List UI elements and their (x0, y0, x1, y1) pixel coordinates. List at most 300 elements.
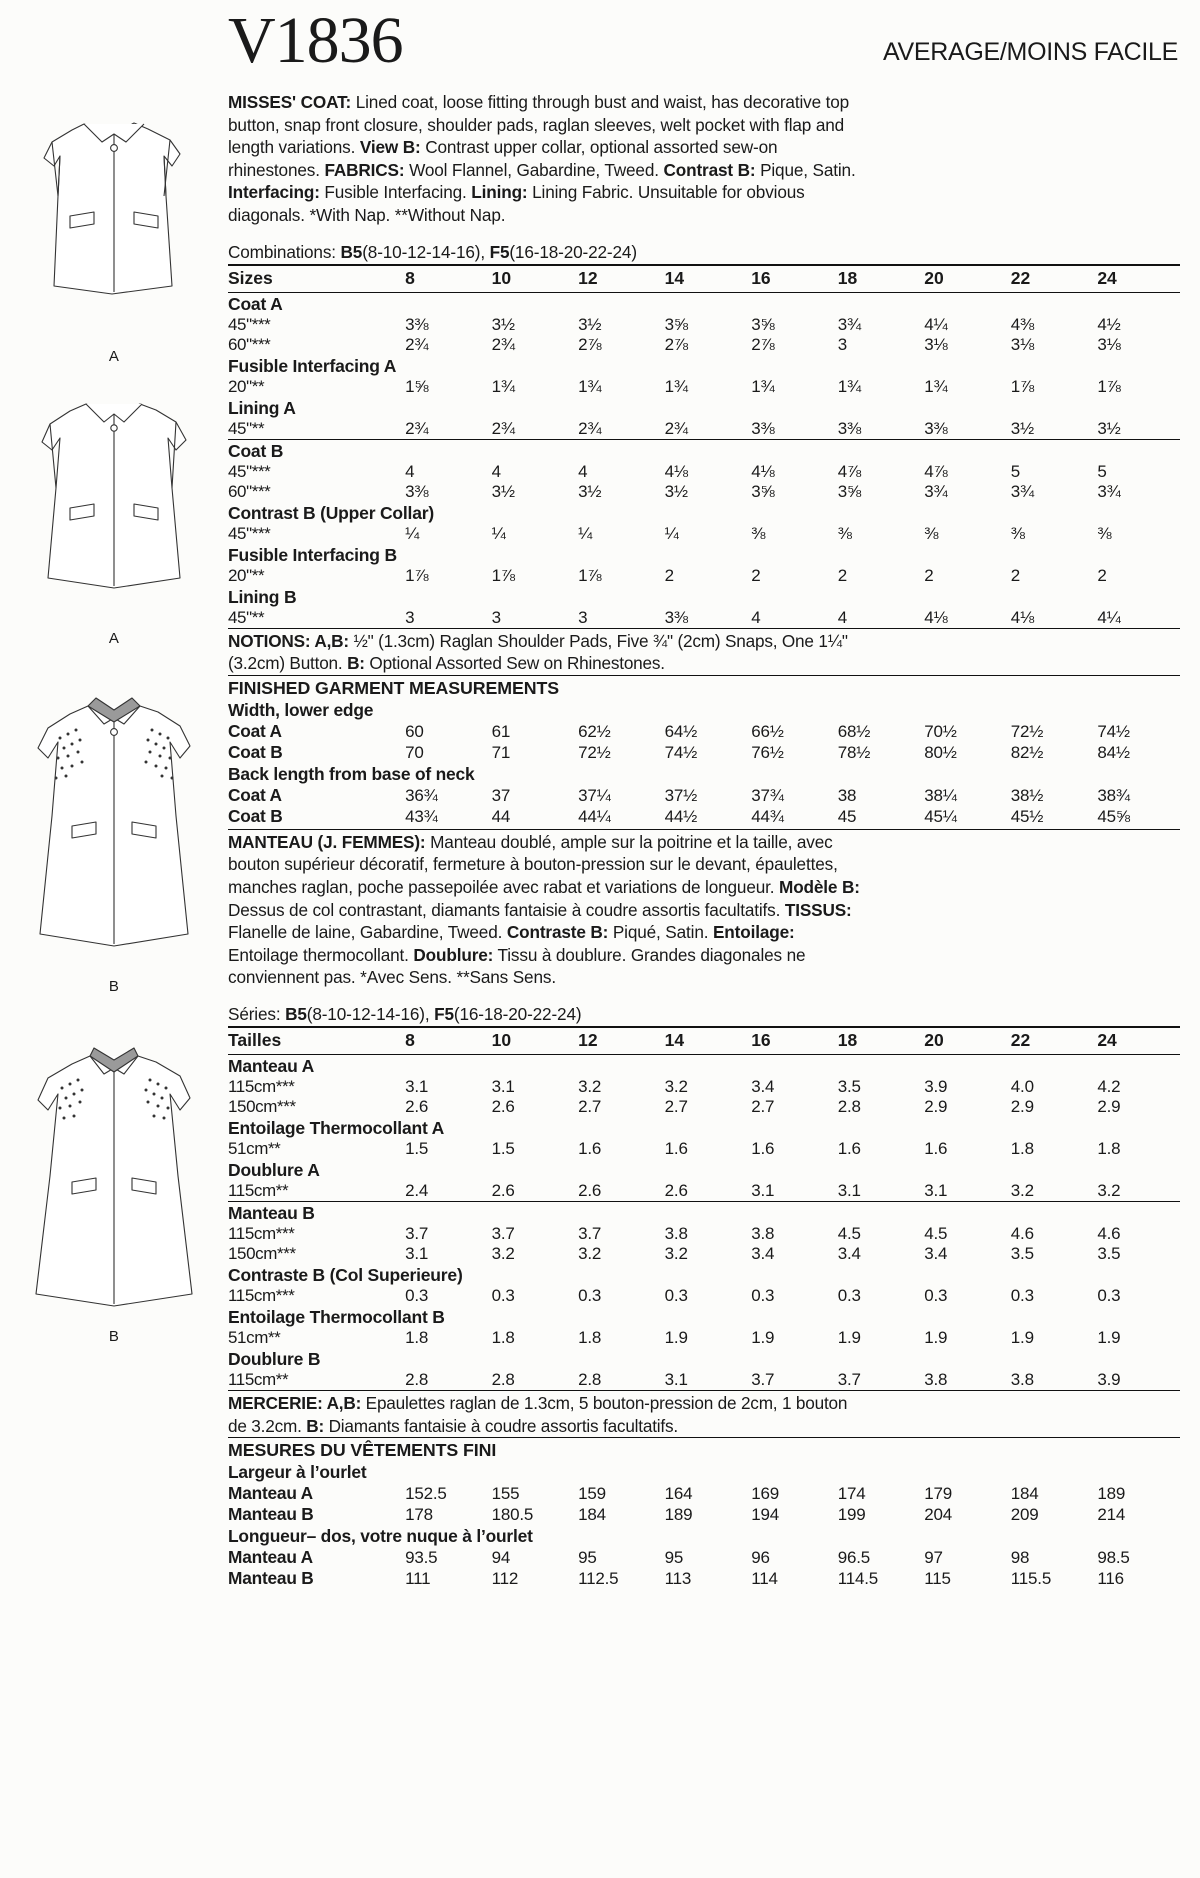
description-line: NOTIONS: A,B: ½" (1.3cm) Raglan Shoulder Pads, Five ¾" (2cm) Snaps, One 1¼" (228, 630, 848, 651)
table-row (228, 524, 1180, 544)
yardage-value: 1⅞ (1010, 376, 1035, 396)
yardage-value: 3.9 (1093, 1370, 1180, 1391)
yardage-value: ¼ (405, 523, 420, 543)
fabric-group-label: Lining A (228, 397, 296, 418)
fabric-width-label: 150cm*** (228, 1243, 296, 1263)
measurement-value: 97 (924, 1548, 943, 1568)
fabric-group-row (228, 1054, 1180, 1077)
yardage-value: 3¾ (1010, 481, 1035, 501)
measurement-value: 98 (1010, 1548, 1030, 1568)
measurement-value: 152.5 (405, 1484, 447, 1504)
combination-code: F5 (489, 241, 510, 262)
combination-code: B5 (340, 241, 363, 262)
measurement-value: 37 (491, 785, 511, 805)
yardage-value: 1.9 (924, 1327, 948, 1347)
yardage-value: 1.6 (664, 1138, 688, 1158)
measurement-value: 169 (751, 1484, 779, 1504)
table-row (228, 566, 1180, 586)
fabric-width-label: 45"*** (228, 314, 271, 334)
measurement-row-label: Manteau B (228, 1504, 314, 1525)
measurement-section-label: Back length from base of neck (228, 763, 475, 784)
size-column-header: 18 (834, 1027, 921, 1055)
table-row (228, 1328, 1180, 1348)
measurement-value: 68½ (837, 721, 871, 741)
yardage-value: 1¾ (837, 376, 861, 396)
table-row (228, 1286, 1180, 1306)
measurement-section-row (228, 763, 1180, 785)
fabric-width-label: 115cm** (228, 1181, 401, 1202)
description-line: manches raglan, poche passepoilée avec rabat et variations de longueur. Modèle B: (228, 876, 860, 897)
measurement-value: 38½ (1010, 785, 1044, 805)
measurement-section-label: Largeur à l’ourlet (228, 1462, 367, 1483)
yardage-value: 2⅞ (578, 334, 602, 354)
measurement-value: 116 (1097, 1569, 1124, 1589)
yardage-value: 4⅛ (664, 461, 688, 481)
measurement-row-label: Manteau B (228, 1568, 314, 1589)
yardage-value: 1.6 (578, 1138, 602, 1158)
description-line: Dessus de col contrastant, diamants fantaisie à coudre assortis facultatifs. TISSUS: (228, 899, 852, 920)
measurement-value: 113 (664, 1569, 692, 1589)
fabric-group-label: Fusible Interfacing A (228, 355, 397, 376)
fabric-group-label: Manteau A (228, 1055, 315, 1076)
yardage-value: 3.2 (1007, 1181, 1094, 1202)
measurement-value: 94 (491, 1548, 511, 1568)
yardage-value: 1.9 (837, 1327, 861, 1347)
fabric-width-label: 51cm** (228, 1138, 281, 1158)
fabric-width-label: 20"** (228, 565, 265, 585)
yardage-value: 2.8 (401, 1370, 488, 1391)
description-line: MANTEAU (J. FEMMES): Manteau doublé, ample sur la poitrine et la taille, avec (228, 831, 833, 852)
measurement-value: 64½ (664, 721, 698, 741)
measurement-value: 179 (924, 1484, 953, 1504)
table-row (228, 315, 1180, 335)
measurement-value: 45⅝ (1097, 806, 1130, 826)
measurement-value: 43¾ (405, 806, 438, 826)
description-line: button, snap front closure, shoulder pads, raglan sleeves, welt pocket with flap and (228, 114, 845, 135)
yardage-value: 3.1 (920, 1181, 1007, 1202)
measurement-value: 45½ (1010, 806, 1044, 826)
yardage-value: 3⅛ (1097, 334, 1121, 354)
french-finished-title: MESURES DU VÊTEMENTS FINI (228, 1440, 497, 1461)
yardage-value: 5 (1010, 461, 1021, 481)
yardage-value: 1.9 (1010, 1327, 1034, 1347)
yardage-value: 3¾ (924, 481, 948, 501)
description-line: MERCERIE: A,B: Epaulettes raglan de 1.3cm, 5 bouton-pression de 2cm, 1 bouton (228, 1392, 848, 1413)
yardage-value: 1.9 (664, 1327, 688, 1347)
fabric-group-row (228, 397, 1180, 419)
yardage-value: 1¾ (491, 376, 515, 396)
fabric-group-row (228, 1201, 1180, 1224)
size-column-header: 22 (1007, 265, 1094, 293)
yardage-value: 3.2 (664, 1243, 688, 1263)
measurement-value: 37¼ (578, 785, 611, 805)
size-column-header: 10 (488, 265, 575, 293)
combination-code: B5 (285, 1003, 307, 1024)
yardage-value: 3 (837, 334, 847, 354)
fabric-width-label: 115cm*** (228, 1223, 295, 1243)
measurement-value: 71 (491, 742, 511, 762)
yardage-value: 3½ (578, 481, 602, 501)
yardage-value: 3.8 (1007, 1370, 1094, 1391)
description-line: Entoilage thermocollant. Doublure: Tissu à doublure. Grandes diagonales ne (228, 944, 806, 965)
header (0, 0, 1200, 86)
size-column-header: 12 (574, 1027, 661, 1055)
table-row (228, 1181, 1180, 1202)
fabric-group-label: Contrast B (Upper Collar) (228, 502, 434, 523)
yardage-value: 4½ (1097, 314, 1121, 334)
measurement-value: 82½ (1010, 742, 1044, 762)
yardage-value: 0.3 (491, 1285, 515, 1305)
yardage-value: 2¾ (405, 334, 429, 354)
measurement-row-label: Coat B (228, 741, 283, 762)
yardage-value: 3⅜ (747, 419, 834, 440)
table-row (228, 742, 1180, 763)
yardage-value: 3.2 (1093, 1181, 1180, 1202)
fabric-group-label: Entoilage Thermocollant A (228, 1117, 445, 1138)
description-line: Interfacing: Fusible Interfacing. Lining: Lining Fabric. Unsuitable for obvious (228, 182, 805, 203)
yardage-value: 0.3 (664, 1285, 688, 1305)
measurement-value: 70 (405, 742, 424, 762)
table-row (228, 419, 1180, 440)
combination-code: F5 (434, 1003, 454, 1024)
yardage-value: 1.5 (491, 1138, 515, 1158)
size-column-header: 24 (1093, 265, 1180, 293)
yardage-value: 2.8 (837, 1096, 861, 1116)
yardage-value: 2¾ (491, 334, 515, 354)
measurement-value: 98.5 (1097, 1548, 1130, 1568)
measurement-value: 96.5 (837, 1548, 871, 1568)
yardage-value: 2⅞ (664, 334, 688, 354)
measurement-section-label: Width, lower edge (228, 699, 374, 720)
size-column-header: 20 (920, 1027, 1007, 1055)
fabric-width-label: 150cm*** (228, 1096, 296, 1116)
yardage-value: 3.4 (751, 1076, 775, 1096)
fabric-group-label: Lining B (228, 586, 297, 607)
measurement-value: 194 (751, 1505, 779, 1525)
yardage-value: 5 (1097, 461, 1107, 481)
yardage-value: ⅜ (1097, 523, 1112, 543)
yardage-value: 1⅞ (1097, 376, 1121, 396)
measurement-value: 44¾ (751, 806, 784, 826)
measurement-section-row (228, 699, 1180, 721)
size-column-header: 8 (401, 265, 488, 293)
measurement-value: 115.5 (1010, 1569, 1052, 1589)
yardage-value: 3.2 (664, 1076, 688, 1096)
sizes-header: Sizes (228, 265, 401, 293)
yardage-value: 3.7 (578, 1223, 602, 1243)
description-line: length variations. View B: Contrast upper collar, optional assorted sew-on (228, 137, 778, 158)
table-row (228, 1097, 1180, 1117)
sizes-header: Tailles (228, 1027, 401, 1055)
yardage-value: 3.1 (405, 1076, 429, 1096)
fabric-group-label: Entoilage Thermocollant B (228, 1306, 445, 1327)
yardage-value: 1.5 (405, 1138, 429, 1158)
yardage-value: 3⅜ (920, 419, 1007, 440)
yardage-value: 3.4 (751, 1243, 775, 1263)
fabric-group-row (228, 1348, 1180, 1370)
table-row (228, 806, 1180, 827)
measurement-value: 78½ (837, 742, 871, 762)
measurement-value: 74½ (1097, 721, 1130, 741)
french-description (228, 832, 1180, 988)
measurement-value: 174 (837, 1484, 866, 1504)
fabric-width-label: 45"*** (228, 523, 271, 543)
fabric-group-label: Fusible Interfacing B (228, 544, 397, 565)
difficulty-label: AVERAGE/MOINS FACILE (882, 38, 1178, 66)
yardage-value: 3.8 (751, 1223, 775, 1243)
measurement-value: 37½ (664, 785, 698, 805)
illustration-view-a-2 (6, 378, 222, 647)
yardage-value: ¼ (491, 523, 506, 543)
yardage-value: 3½ (1093, 419, 1180, 440)
yardage-value: 1.9 (1097, 1327, 1121, 1347)
view-label-b-2: B (108, 1328, 120, 1345)
yardage-value: 2 (837, 565, 847, 585)
fabric-width-label: 51cm** (228, 1327, 281, 1347)
coat-a-back-sketch (14, 378, 214, 628)
fabric-group-row (228, 1159, 1180, 1181)
yardage-value: 3⅝ (751, 481, 775, 501)
fabric-width-label: 115cm*** (228, 1285, 295, 1305)
measurement-value: 189 (1097, 1484, 1126, 1504)
table-row (228, 721, 1180, 742)
fabric-group-row (228, 544, 1180, 566)
size-column-header: 24 (1093, 1027, 1180, 1055)
yardage-value: 0.3 (1010, 1285, 1034, 1305)
measurement-value: 95 (664, 1548, 684, 1568)
table-row (228, 1504, 1180, 1525)
illustration-view-b-2 (6, 1026, 222, 1345)
yardage-value: 0.3 (1097, 1285, 1121, 1305)
measurement-value: 184 (578, 1505, 606, 1525)
yardage-value: 1¾ (578, 376, 602, 396)
size-column-header: 20 (920, 265, 1007, 293)
table-row (228, 335, 1180, 355)
measurement-value: 155 (491, 1484, 520, 1504)
table-header-row (228, 265, 1180, 293)
notions-block (228, 631, 1180, 674)
coat-b-front-sketch (14, 676, 214, 976)
yardage-value: 4.6 (1097, 1223, 1121, 1243)
illustration-column (0, 78, 228, 1878)
fabric-width-label: 20"** (228, 376, 265, 396)
yardage-value: ¼ (578, 523, 593, 543)
size-column-header: 10 (488, 1027, 575, 1055)
yardage-value: 1.8 (578, 1327, 602, 1347)
fabric-group-row (228, 586, 1180, 608)
measurement-value: 72½ (578, 742, 611, 762)
measurement-value: 184 (1010, 1484, 1039, 1504)
yardage-value: 3½ (578, 314, 602, 334)
yardage-value: 3.5 (1097, 1243, 1121, 1263)
measurement-value: 45¼ (924, 806, 957, 826)
measurement-value: 114.5 (837, 1569, 879, 1589)
view-label-a-2: A (108, 630, 120, 647)
yardage-value: 1.8 (1097, 1138, 1121, 1158)
yardage-value: 1.8 (491, 1327, 515, 1347)
yardage-value: 1.9 (751, 1327, 775, 1347)
yardage-value: 1.6 (924, 1138, 948, 1158)
measurement-value: 111 (405, 1569, 431, 1589)
yardage-value: 3⅛ (1010, 334, 1035, 354)
measurement-value: 180.5 (491, 1505, 534, 1525)
yardage-value: 1⅞ (405, 565, 429, 585)
measurement-value: 159 (578, 1484, 606, 1504)
yardage-value: 2¾ (574, 419, 661, 440)
yardage-value: 3.8 (920, 1370, 1007, 1391)
yardage-value: 4⅛ (920, 608, 1007, 629)
table-row (228, 1077, 1180, 1097)
measurement-value: 38¼ (924, 785, 957, 805)
measurement-value: 76½ (751, 742, 784, 762)
yardage-value: 1.6 (837, 1138, 861, 1158)
measurement-value: 115 (924, 1569, 951, 1589)
yardage-value: 2 (664, 565, 674, 585)
yardage-value: 3.7 (405, 1223, 429, 1243)
size-column-header: 16 (747, 1027, 834, 1055)
table-row (228, 1568, 1180, 1589)
yardage-value: 3.8 (664, 1223, 688, 1243)
fabric-group-row (228, 1117, 1180, 1139)
measurement-row-label: Manteau A (228, 1483, 313, 1504)
table-row (228, 1547, 1180, 1568)
measurement-value: 93.5 (405, 1548, 438, 1568)
yardage-value: 1¾ (664, 376, 688, 396)
table-row (228, 1139, 1180, 1159)
yardage-value: 4¼ (924, 314, 948, 334)
measurement-row-label: Coat B (228, 805, 283, 826)
yardage-value: 4 (834, 608, 921, 629)
yardage-value: 0.3 (578, 1285, 602, 1305)
yardage-value: 3⅜ (405, 314, 429, 334)
yardage-value: 1⅝ (405, 376, 429, 396)
yardage-value: 3 (574, 608, 661, 629)
yardage-value: 4 (405, 461, 415, 481)
table-row (228, 1483, 1180, 1504)
size-column-header: 14 (661, 1027, 748, 1055)
fabric-width-label: 115cm*** (228, 1076, 295, 1096)
yardage-value: 2¾ (401, 419, 488, 440)
yardage-value: 2.6 (574, 1181, 661, 1202)
yardage-value: 3½ (664, 481, 688, 501)
yardage-value: 1.8 (405, 1327, 429, 1347)
english-yardage-table (228, 264, 1180, 629)
yardage-value: 3⅜ (661, 608, 748, 629)
view-label-b-1: B (108, 978, 120, 995)
fabric-group-row (228, 1264, 1180, 1286)
yardage-value: 2 (1097, 565, 1107, 585)
measurement-row-label: Coat A (228, 784, 282, 805)
finished-measurements-title: FINISHED GARMENT MEASUREMENTS (228, 677, 560, 698)
table-row (228, 608, 1180, 629)
fabric-width-label: 60"*** (228, 481, 271, 501)
yardage-value: 3.2 (578, 1243, 602, 1263)
description-line: bouton supérieur décoratif, fermeture à bouton-pression sur le devant, épaulettes, (228, 854, 838, 875)
yardage-value: 1¾ (751, 376, 775, 396)
yardage-value: 0.3 (837, 1285, 861, 1305)
yardage-value: 4⅜ (1010, 314, 1035, 334)
yardage-value: 4.6 (1010, 1223, 1034, 1243)
measurement-value: 44½ (664, 806, 698, 826)
illustration-view-b-1 (6, 676, 222, 995)
yardage-value: 2¾ (661, 419, 748, 440)
measurement-value: 60 (405, 721, 424, 741)
yardage-value: 3.9 (924, 1076, 948, 1096)
measurement-value: 214 (1097, 1505, 1126, 1525)
yardage-value: 0.3 (924, 1285, 948, 1305)
fabric-width-label: 45"*** (228, 461, 271, 481)
yardage-value: 4⅛ (751, 461, 775, 481)
measurement-value: 44¼ (578, 806, 611, 826)
yardage-value: 2.9 (1097, 1096, 1121, 1116)
description-line: MISSES' COAT: Lined coat, loose fitting through bust and waist, has decorative top (228, 92, 850, 112)
measurement-value: 95 (578, 1548, 597, 1568)
yardage-value: 3½ (1007, 419, 1094, 440)
yardage-value: 4⅞ (924, 461, 948, 481)
fabric-width-label: 45"** (228, 608, 401, 629)
size-column-header: 12 (574, 265, 661, 293)
yardage-value: ⅜ (751, 523, 766, 543)
measurement-value: 74½ (664, 742, 698, 762)
size-column-header: 18 (834, 265, 921, 293)
measurement-row-label: Coat A (228, 720, 282, 741)
fabric-group-label: Doublure B (228, 1348, 321, 1369)
yardage-value: 3.1 (491, 1076, 515, 1096)
yardage-value: 2.9 (924, 1096, 948, 1116)
yardage-value: 3 (401, 608, 488, 629)
yardage-value: 4.5 (924, 1223, 948, 1243)
pattern-number: V1836 (228, 4, 403, 77)
size-column-header: 8 (401, 1027, 488, 1055)
yardage-value: 3 (488, 608, 575, 629)
yardage-value: 2.9 (1010, 1096, 1034, 1116)
view-label-a-1: A (108, 348, 120, 365)
yardage-value: 2.7 (751, 1096, 775, 1116)
yardage-value: 3⅝ (837, 481, 861, 501)
yardage-value: 0.3 (405, 1285, 429, 1305)
yardage-value: ¼ (664, 523, 679, 543)
yardage-value: 3⅜ (834, 419, 921, 440)
yardage-value: 1⅞ (491, 565, 515, 585)
yardage-value: 3¾ (1097, 481, 1121, 501)
table-row (228, 462, 1180, 482)
yardage-value: 3⅝ (751, 314, 775, 334)
yardage-value: 4.5 (837, 1223, 861, 1243)
yardage-value: 3.5 (1010, 1243, 1034, 1263)
measurement-value: 114 (751, 1569, 778, 1589)
yardage-value: 4.2 (1097, 1076, 1121, 1096)
yardage-value: 2 (924, 565, 934, 585)
table-row (228, 1224, 1180, 1244)
measurement-section-row (228, 1461, 1180, 1483)
yardage-value: 0.3 (751, 1285, 775, 1305)
measurement-value: 178 (405, 1505, 433, 1525)
coat-b-back-sketch (14, 1026, 214, 1326)
yardage-value: 2.6 (661, 1181, 748, 1202)
measurement-value: 209 (1010, 1505, 1039, 1525)
yardage-value: 3.1 (405, 1243, 429, 1263)
yardage-value: 3.7 (834, 1370, 921, 1391)
yardage-value: 3.4 (837, 1243, 861, 1263)
measurement-value: 84½ (1097, 742, 1130, 762)
yardage-value: 3⅛ (924, 334, 948, 354)
fabric-group-label: Doublure A (228, 1159, 320, 1180)
series-line: Séries: B5(8-10-12-14-16), F5(16-18-20-22-24) (228, 1003, 582, 1024)
measurement-value: 112.5 (578, 1569, 619, 1589)
description-line: diagonals. *With Nap. **Without Nap. (228, 204, 506, 225)
table-row (228, 1244, 1180, 1264)
measurement-value: 199 (837, 1505, 866, 1525)
